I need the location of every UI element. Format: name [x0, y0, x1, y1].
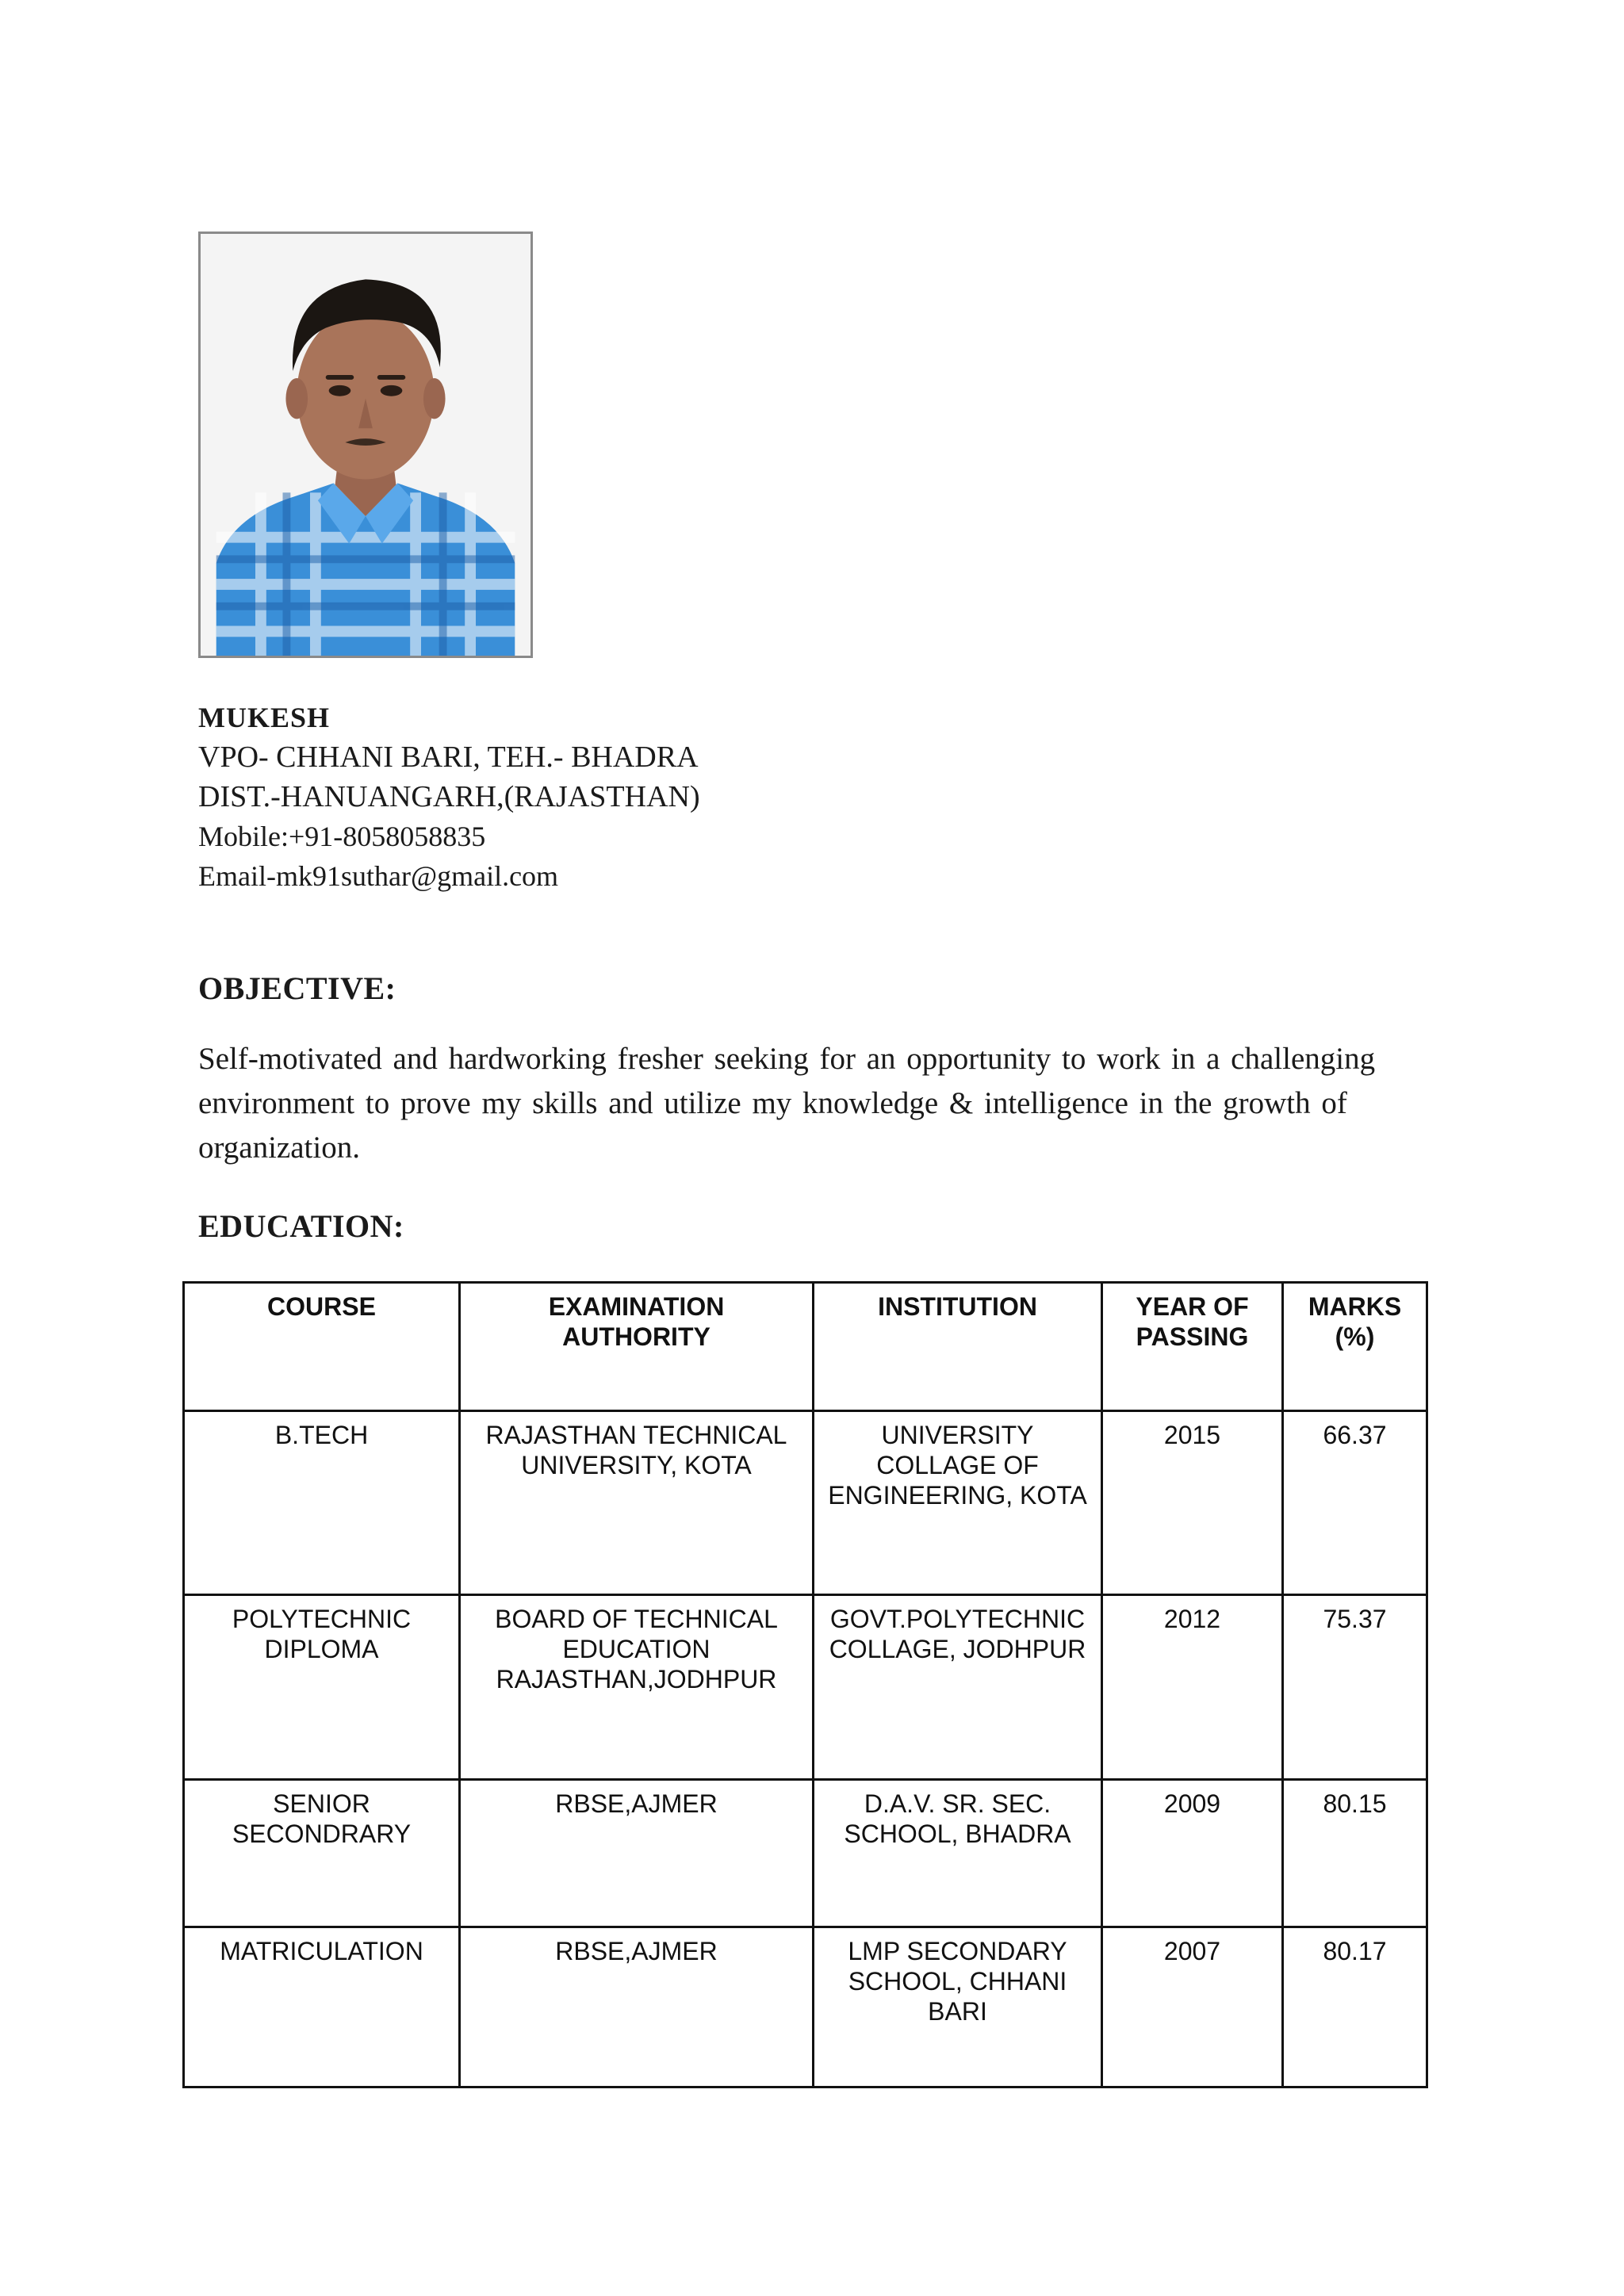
cell-marks: 80.15: [1283, 1780, 1427, 1927]
cell-course: SENIOR SECONDRARY: [184, 1780, 460, 1927]
profile-photo: [198, 232, 533, 658]
email-address: Email-mk91suthar@gmail.com: [198, 860, 559, 892]
cell-institution: D.A.V. SR. SEC. SCHOOL, BHADRA: [814, 1780, 1102, 1927]
cell-authority: RBSE,AJMER: [460, 1780, 814, 1927]
column-header-institution: INSTITUTION: [814, 1283, 1102, 1411]
cell-year: 2009: [1102, 1780, 1283, 1927]
cell-institution: GOVT.POLYTECHNIC COLLAGE, JODHPUR: [814, 1595, 1102, 1780]
column-header-year: YEAR OF PASSING: [1102, 1283, 1283, 1411]
objective-heading: OBJECTIVE:: [198, 970, 396, 1006]
cell-authority: BOARD OF TECHNICAL EDUCATION RAJASTHAN,JODHPUR: [460, 1595, 814, 1780]
objective-text: Self-motivated and hardworking fresher seeking for an opportunity to work in a challenging environment to prove my skills and utilize my knowledge & intelligence in the growth of organization.: [198, 1042, 1376, 1165]
table-header-row: [184, 1283, 1427, 1411]
cell-course: POLYTECHNIC DIPLOMA: [184, 1595, 460, 1780]
column-header-course: COURSE: [184, 1283, 460, 1411]
table-row: [184, 1595, 1427, 1780]
table-row: [184, 1411, 1427, 1595]
cell-course: B.TECH: [184, 1411, 460, 1595]
cell-marks: 66.37: [1283, 1411, 1427, 1595]
candidate-name: MUKESH: [198, 702, 331, 733]
cell-marks: 80.17: [1283, 1927, 1427, 2087]
cell-institution: UNIVERSITY COLLAGE OF ENGINEERING, KOTA: [814, 1411, 1102, 1595]
cell-year: 2015: [1102, 1411, 1283, 1595]
table-row: [184, 1780, 1427, 1927]
cell-authority: RAJASTHAN TECHNICAL UNIVERSITY, KOTA: [460, 1411, 814, 1595]
table-row: [184, 1927, 1427, 2087]
address-line-1: VPO- CHHANI BARI, TEH.- BHADRA: [198, 740, 699, 774]
education-table: [182, 1281, 1428, 2088]
cell-course: MATRICULATION: [184, 1927, 460, 2087]
contact-block: [198, 698, 1150, 896]
mobile-number: Mobile:+91-8058058835: [198, 821, 486, 852]
person-portrait-icon: [201, 234, 530, 656]
column-header-authority: EXAMINATION AUTHORITY: [460, 1283, 814, 1411]
address-line-2: DIST.-HANUANGARH,(RAJASTHAN): [198, 780, 700, 813]
cell-year: 2012: [1102, 1595, 1283, 1780]
cell-authority: RBSE,AJMER: [460, 1927, 814, 2087]
column-header-marks: MARKS (%): [1283, 1283, 1427, 1411]
education-heading: EDUCATION:: [198, 1208, 404, 1244]
cell-year: 2007: [1102, 1927, 1283, 2087]
cell-institution: LMP SECONDARY SCHOOL, CHHANI BARI: [814, 1927, 1102, 2087]
cell-marks: 75.37: [1283, 1595, 1427, 1780]
